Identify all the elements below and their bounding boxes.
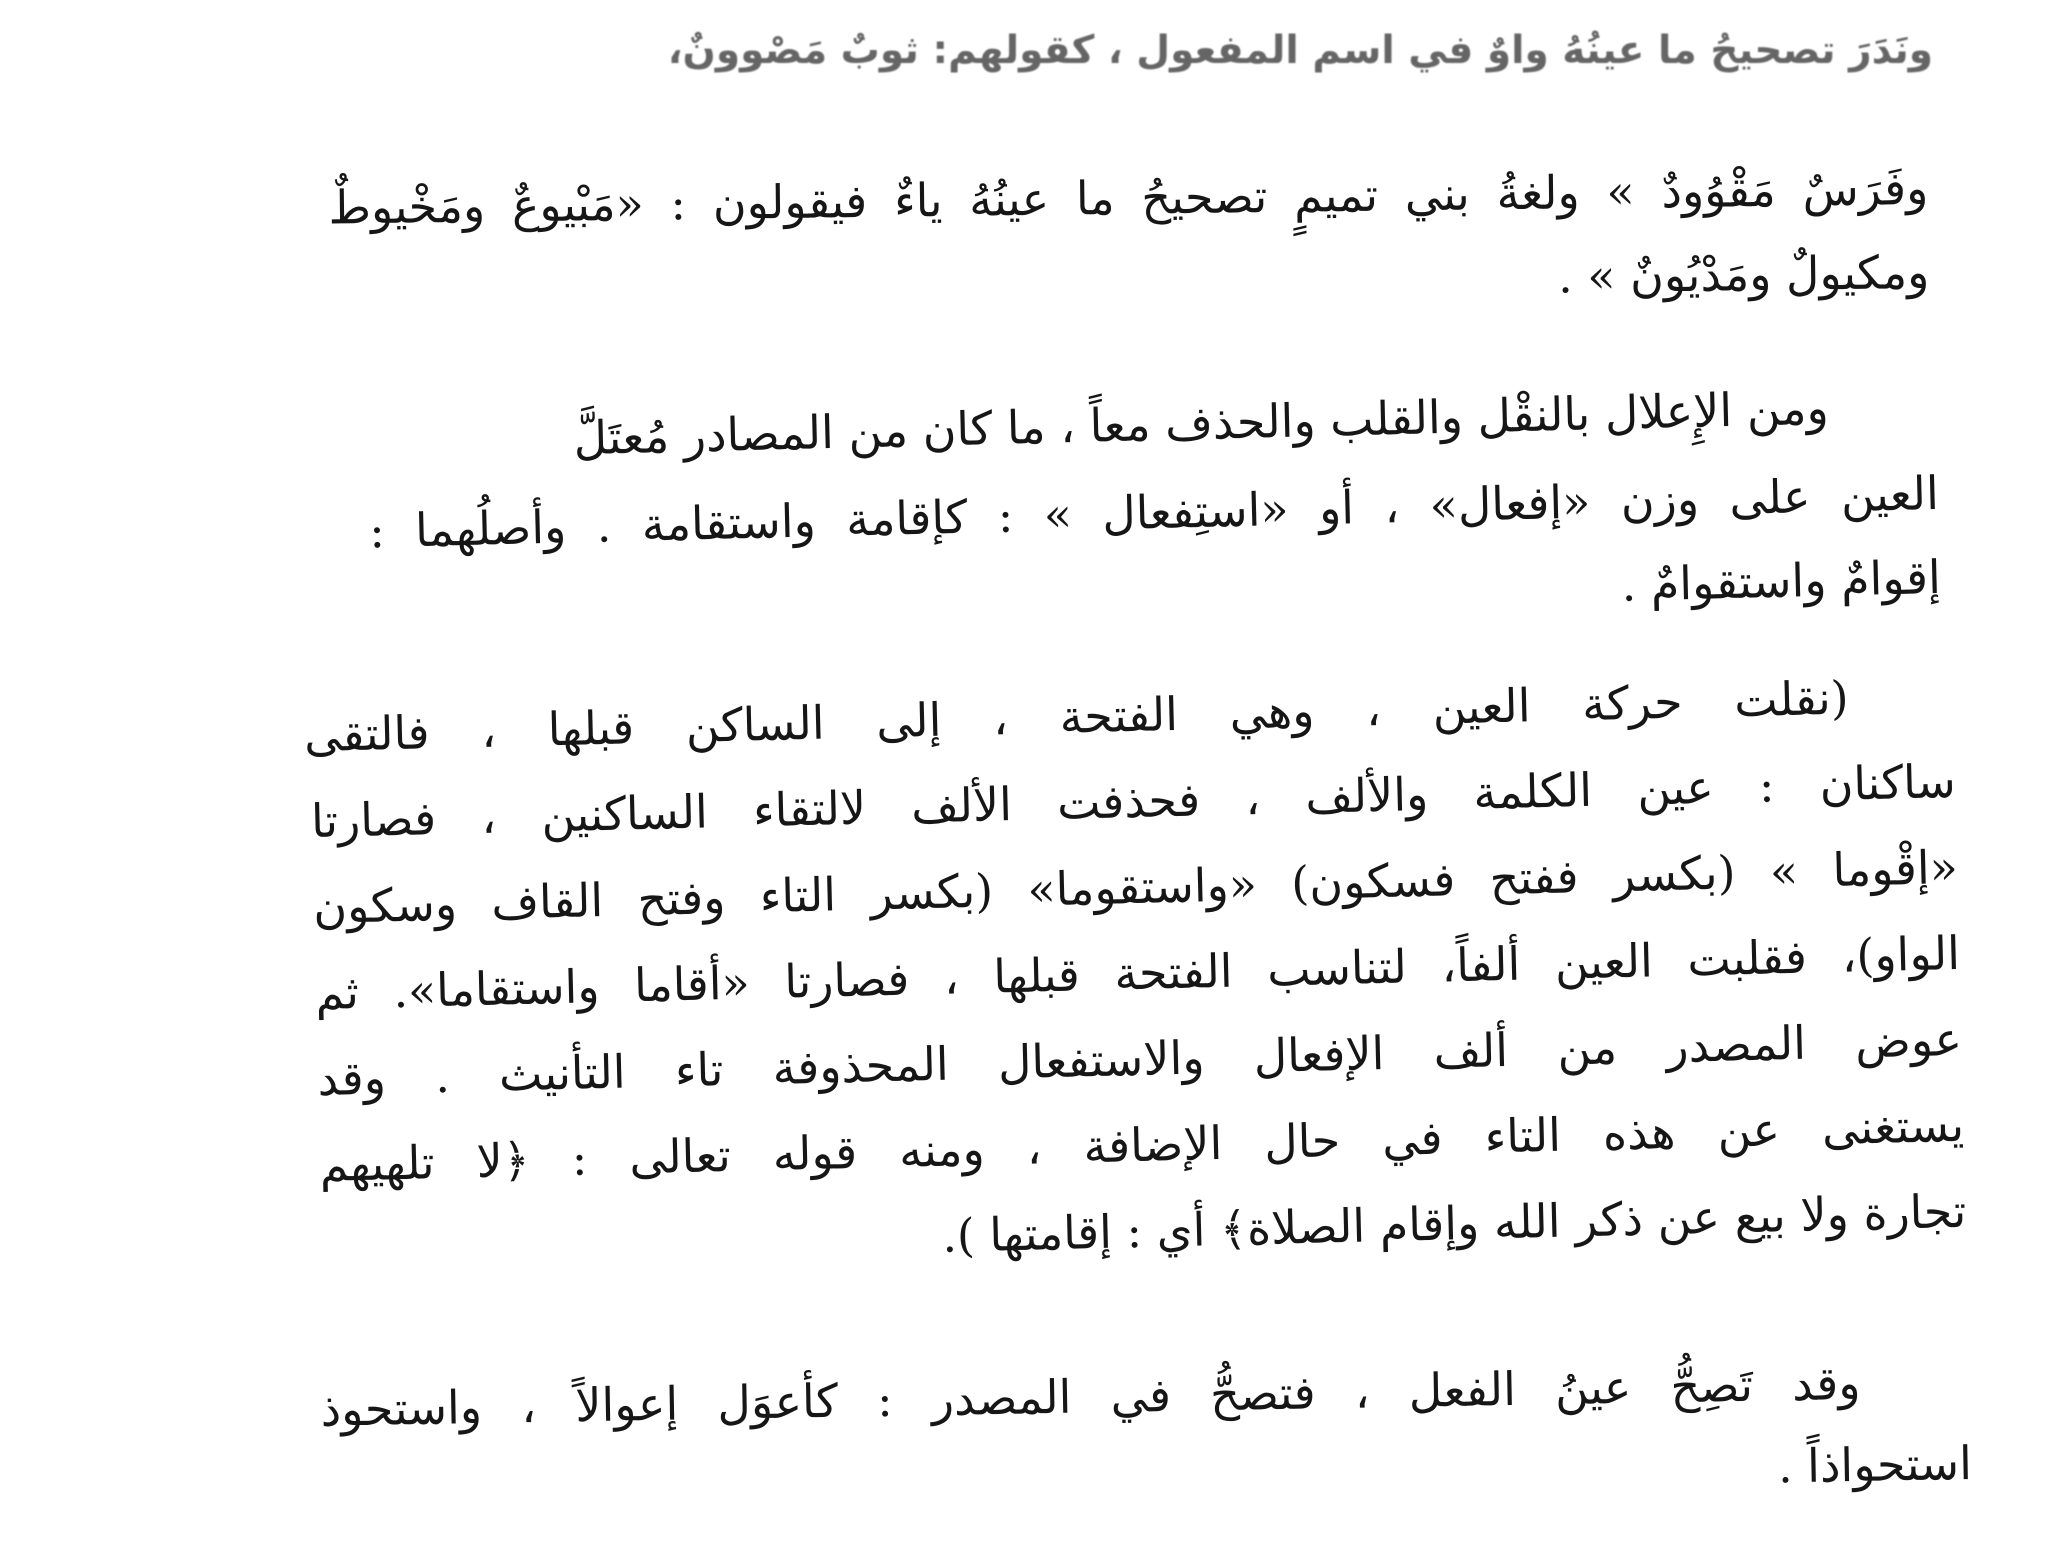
paragraph-2	[366, 382, 1942, 670]
paragraph-3	[303, 672, 1968, 1362]
paragraph-3-line-5: عوض المصدر من ألف الإفعال والاستفعال المحذوفة تاء التأنيث . وقد	[316, 1011, 1963, 1107]
paragraph-4-line-1: وقد تَصِحُّ عينُ الفعل ، فتصحُّ في المصدر : كأعوَل إعوالاً ، واستحوذ	[320, 1355, 1861, 1437]
paragraph-1	[328, 161, 1930, 355]
paragraph-4-line-2: استحواذاً .	[1777, 1435, 1973, 1494]
paragraph-2-line-3: إقوامٌ واستقوامٌ .	[1620, 549, 1942, 612]
header-line: ونَدَرَ تصحيحُ ما عينُهُ واوٌ في اسم المفعول ، كقولهم: ثوبٌ مَصْوونٌ،	[667, 28, 1933, 73]
paragraph-1-line-1: وفَرَسٌ مَقْوُودٌ » ولغةُ بني تميمٍ تصحيحُ ما عينُهُ ياءٌ فيقولون : «مَبْيوعٌ ومَخْيوطٌ	[328, 161, 1929, 235]
paragraph-4	[320, 1355, 1973, 1557]
paragraph-3-line-6: يستغنى عن هذه التاء في حال الإضافة ، ومنه قوله تعالى : ﴿لا تلهيهم	[318, 1097, 1965, 1193]
paragraph-3-line-1: (نقلت حركة العين ، وهي الفتحة ، إلى الساكن قبلها ، فالتقى	[303, 670, 1850, 763]
paragraph-3-line-2: ساكنان : عين الكلمة والألف ، فحذفت الألف لالتقاء الساكنين ، فصارتا	[310, 753, 1957, 849]
paragraph-3-line-7: تجارة ولا بيع عن ذكر الله وإقام الصلاة﴾ أي : إقامتها ).	[941, 1183, 1967, 1263]
paragraph-3-line-3: «إقْوما » (بكسر ففتح فسكون) «واستقوما» (بكسر التاء وفتح القاف وسكون	[312, 839, 1959, 935]
paragraph-1-line-2: ومكيولٌ ومَدْيُونٌ » .	[1557, 244, 1930, 304]
paragraph-2-line-1: ومن الإِعلال بالنقْل والقلب والحذف معاً ، ما كان من المصادر مُعتَلَّ	[572, 380, 1830, 466]
paragraph-3-line-4: الواو)، فقلبت العين ألفاً، لتناسب الفتحة قبلها ، فصارتا «أقاما واستقاما». ثم	[314, 925, 1961, 1021]
paragraph-2-line-2: العين على وزن «إفعال» ، أو «استِفعال » : كإقامة واستقامة . وأصلُهما :	[368, 465, 1940, 559]
